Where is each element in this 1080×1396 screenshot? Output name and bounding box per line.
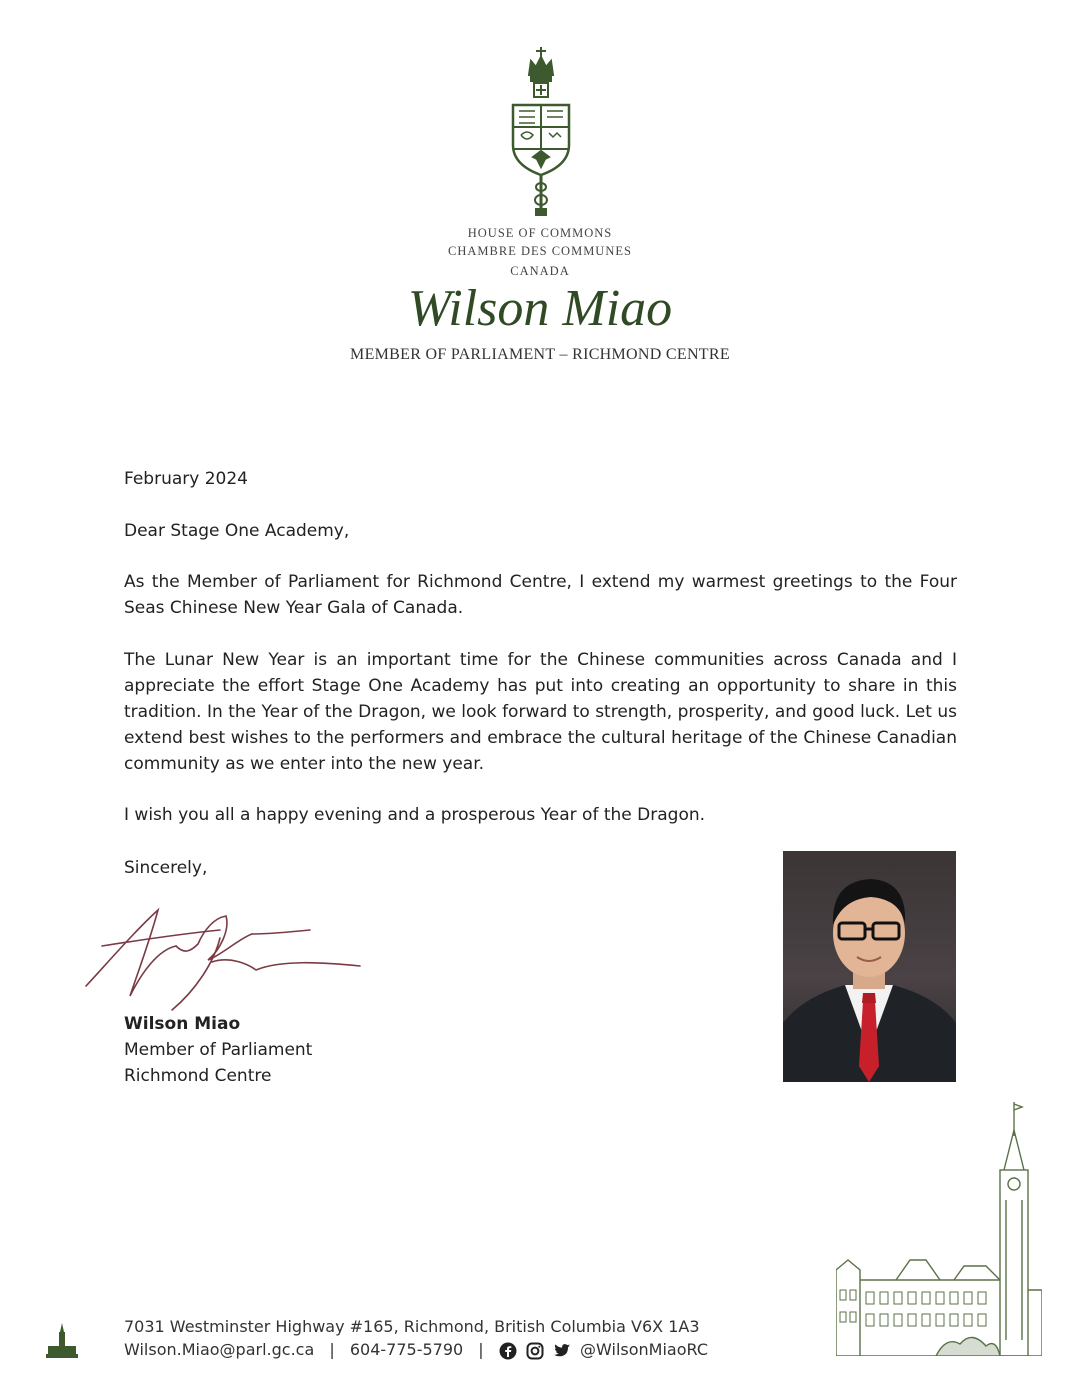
- letter-paragraph-1: As the Member of Parliament for Richmond Centre, I extend my warmest greetings to the Four Seas Chinese New Year Gala of Canada.: [124, 572, 957, 618]
- letter-closing: Sincerely,: [124, 858, 208, 878]
- letter-date: February 2024: [124, 469, 248, 489]
- house-of-commons-crest-icon: [505, 45, 577, 217]
- signer-riding: Richmond Centre: [124, 1066, 272, 1086]
- parliament-building-illustration: [836, 1100, 1042, 1356]
- twitter-icon[interactable]: [553, 1342, 571, 1360]
- footer-separator: |: [478, 1340, 484, 1359]
- portrait-photo: [783, 851, 956, 1082]
- letter-paragraph-2: The Lunar New Year is an important time for the Chinese communities across Canada and I appreciate the effort Stage One Academy has put into creating an opportunity to share in this tradition. In the Year of the Dragon, we look forward to strength, prosperity, and good luck. Let us extend best wishes to the performers and embrace the cultural heritage of the Chinese Canadian community as we enter into the new year.: [124, 650, 957, 774]
- instagram-icon[interactable]: [526, 1342, 544, 1360]
- letterhead-line-house-of-commons: HOUSE OF COMMONS: [467, 226, 613, 240]
- facebook-icon[interactable]: [499, 1342, 517, 1360]
- signer-name: Wilson Miao: [124, 1014, 241, 1034]
- footer-address: 7031 Westminster Highway #165, Richmond, British Columbia V6X 1A3: [124, 1317, 700, 1336]
- signer-role: Member of Parliament: [124, 1040, 313, 1060]
- letterhead-line-canada: CANADA: [510, 264, 570, 278]
- footer-contact-line: [124, 1340, 708, 1360]
- letterhead-mp-name: Wilson Miao: [407, 280, 673, 337]
- footer-phone[interactable]: 604-775-5790: [349, 1340, 464, 1359]
- parliament-tower-icon: [46, 1322, 78, 1360]
- footer-social-handle[interactable]: @WilsonMiaoRC: [580, 1340, 709, 1359]
- footer-email[interactable]: Wilson.Miao@parl.gc.ca: [124, 1340, 315, 1359]
- letter-paragraph-3: I wish you all a happy evening and a prosperous Year of the Dragon.: [124, 805, 706, 825]
- letterhead-line-chambre: CHAMBRE DES COMMUNES: [448, 244, 632, 258]
- letterhead-mp-title: MEMBER OF PARLIAMENT – RICHMOND CENTRE: [350, 346, 730, 363]
- letter-salutation: Dear Stage One Academy,: [124, 521, 350, 541]
- handwritten-signature: [80, 890, 370, 1015]
- footer-separator: |: [329, 1340, 335, 1359]
